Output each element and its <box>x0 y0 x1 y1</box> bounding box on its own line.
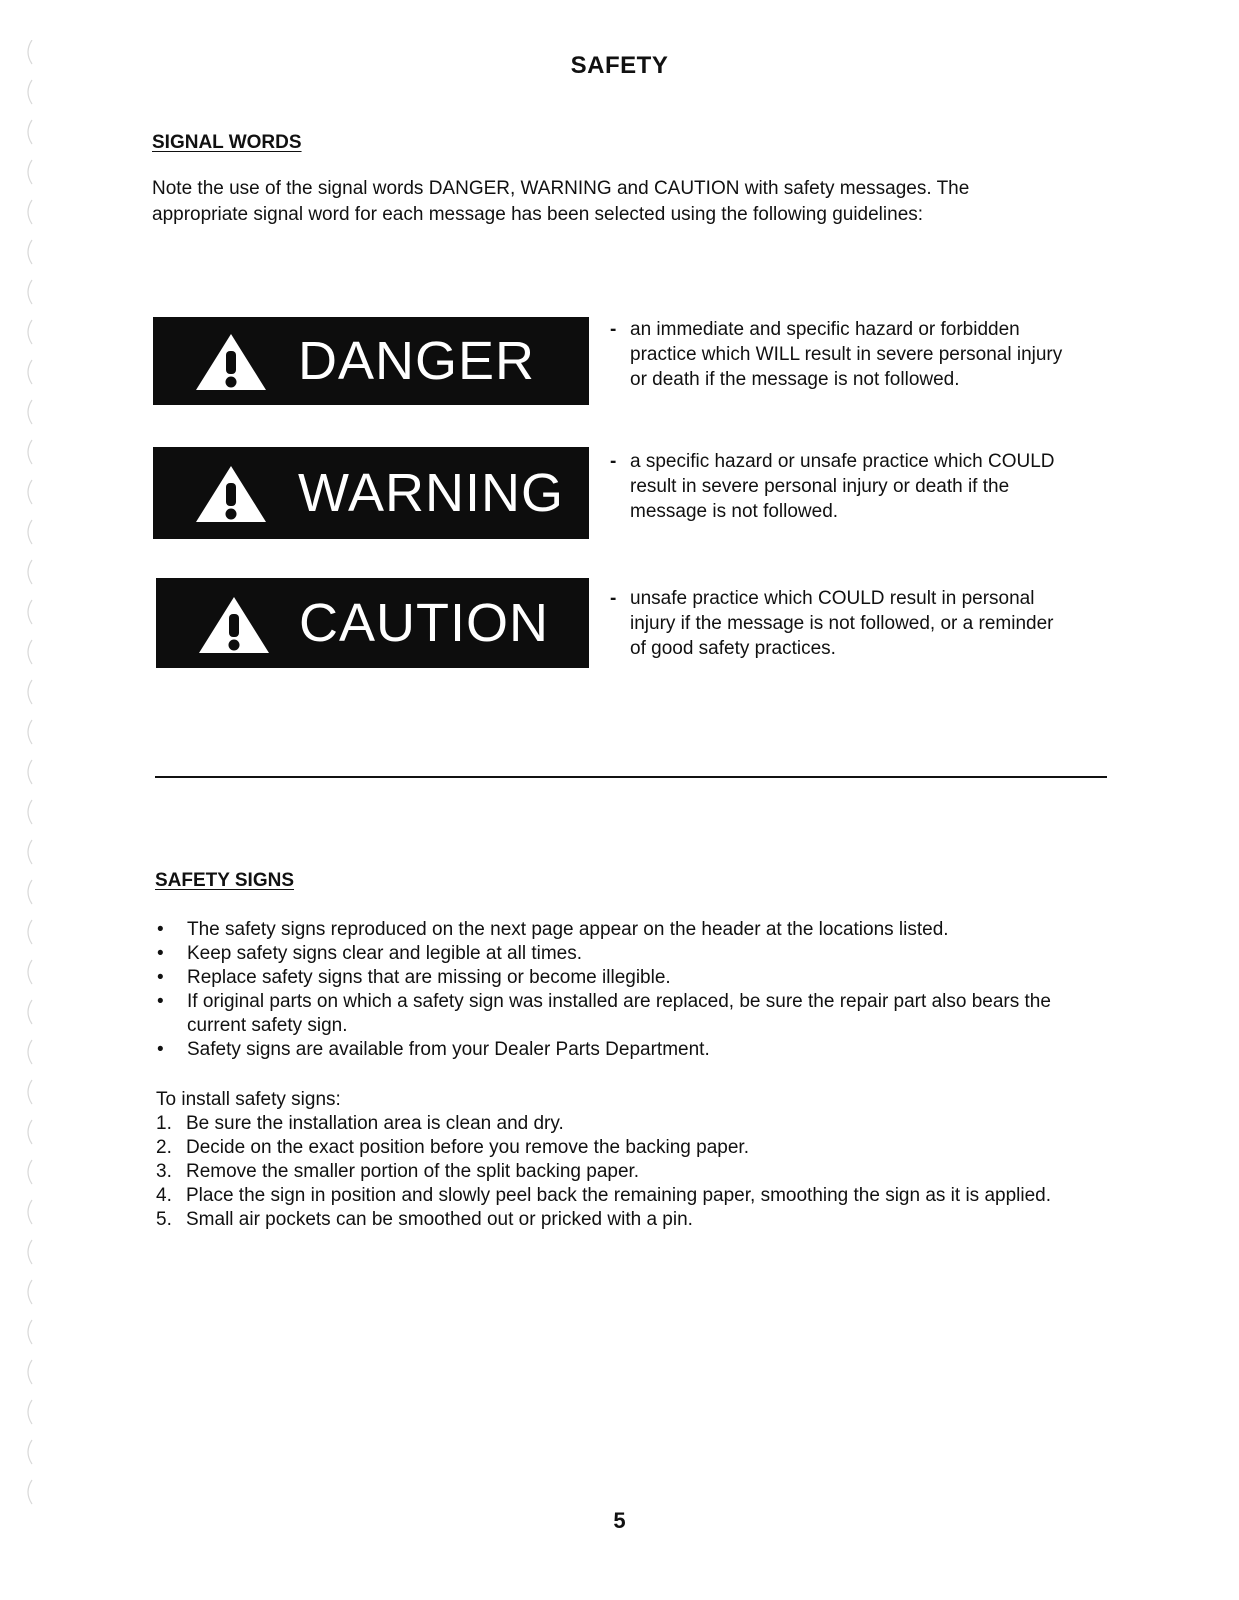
bullet-icon: • <box>157 943 164 964</box>
signal-words-intro: Note the use of the signal words DANGER, WARNING and CAUTION with safety messages. The appropriate signal word for each message has been selected using the following guidelines: <box>152 178 970 225</box>
step-number: 4. <box>156 1185 172 1206</box>
warning-description <box>610 449 1070 524</box>
warning-triangle-icon <box>193 463 269 525</box>
step-text: Decide on the exact position before you remove the backing paper. <box>186 1137 749 1158</box>
warning-triangle-icon <box>193 331 269 393</box>
list-item <box>155 990 1115 1038</box>
list-item <box>156 1112 1116 1136</box>
page-title: SAFETY <box>570 52 669 79</box>
warning-word: WARNING <box>298 463 564 523</box>
caution-dash: - <box>610 588 617 609</box>
bullet-text: If original parts on which a safety sign was installed are replaced, be sure the repair part also bears the current safety sign. <box>187 991 1051 1036</box>
install-intro: To install safety signs: <box>156 1089 341 1110</box>
list-item <box>156 1208 1116 1232</box>
safety-signs-list <box>155 918 1115 1062</box>
caution-label-panel <box>156 578 589 668</box>
install-steps-list <box>156 1112 1116 1232</box>
step-number: 1. <box>156 1113 172 1134</box>
bullet-icon: • <box>157 1039 164 1060</box>
step-number: 3. <box>156 1161 172 1182</box>
warning-dash: - <box>610 451 617 472</box>
list-item <box>155 1038 1115 1062</box>
bullet-text: Keep safety signs clear and legible at all times. <box>187 943 582 964</box>
safety-signs-heading: SAFETY SIGNS <box>155 870 295 891</box>
step-text: Be sure the installation area is clean and dry. <box>186 1113 564 1134</box>
step-number: 2. <box>156 1137 172 1158</box>
warning-description-text: a specific hazard or unsafe practice which COULD result in severe personal injury or death if the message is not followed. <box>630 451 1055 522</box>
danger-label-panel <box>153 317 589 405</box>
list-item <box>155 942 1115 966</box>
list-item <box>155 918 1115 942</box>
list-item <box>156 1136 1116 1160</box>
bullet-text: Safety signs are available from your Dealer Parts Department. <box>187 1039 710 1060</box>
danger-description-text: an immediate and specific hazard or forbidden practice which WILL result in severe personal injury or death if the message is not followed. <box>630 319 1063 390</box>
bullet-icon: • <box>157 991 164 1012</box>
bullet-icon: • <box>157 967 164 988</box>
danger-word: DANGER <box>298 331 536 391</box>
list-item <box>155 966 1115 990</box>
bullet-icon: • <box>157 919 164 940</box>
bullet-text: The safety signs reproduced on the next page appear on the header at the locations listed. <box>187 919 949 940</box>
step-text: Small air pockets can be smoothed out or pricked with a pin. <box>186 1209 693 1230</box>
caution-description-text: unsafe practice which COULD result in personal injury if the message is not followed, or a reminder of good safety practices. <box>630 588 1054 659</box>
step-text: Place the sign in position and slowly peel back the remaining paper, smoothing the sign as it is applied. <box>186 1185 1052 1206</box>
page-number: 5 <box>613 1508 626 1533</box>
warning-label-panel <box>153 447 589 539</box>
binding-marks <box>14 40 44 1540</box>
caution-description <box>610 586 1070 661</box>
danger-dash: - <box>610 319 617 340</box>
section-divider <box>155 776 1107 778</box>
list-item <box>156 1184 1116 1208</box>
bullet-text: Replace safety signs that are missing or become illegible. <box>187 967 671 988</box>
step-text: Remove the smaller portion of the split backing paper. <box>186 1161 640 1182</box>
warning-triangle-icon <box>196 594 272 656</box>
signal-words-heading: SIGNAL WORDS <box>152 132 302 153</box>
danger-description <box>610 317 1070 392</box>
caution-word: CAUTION <box>299 593 549 653</box>
list-item <box>156 1160 1116 1184</box>
step-number: 5. <box>156 1209 172 1230</box>
